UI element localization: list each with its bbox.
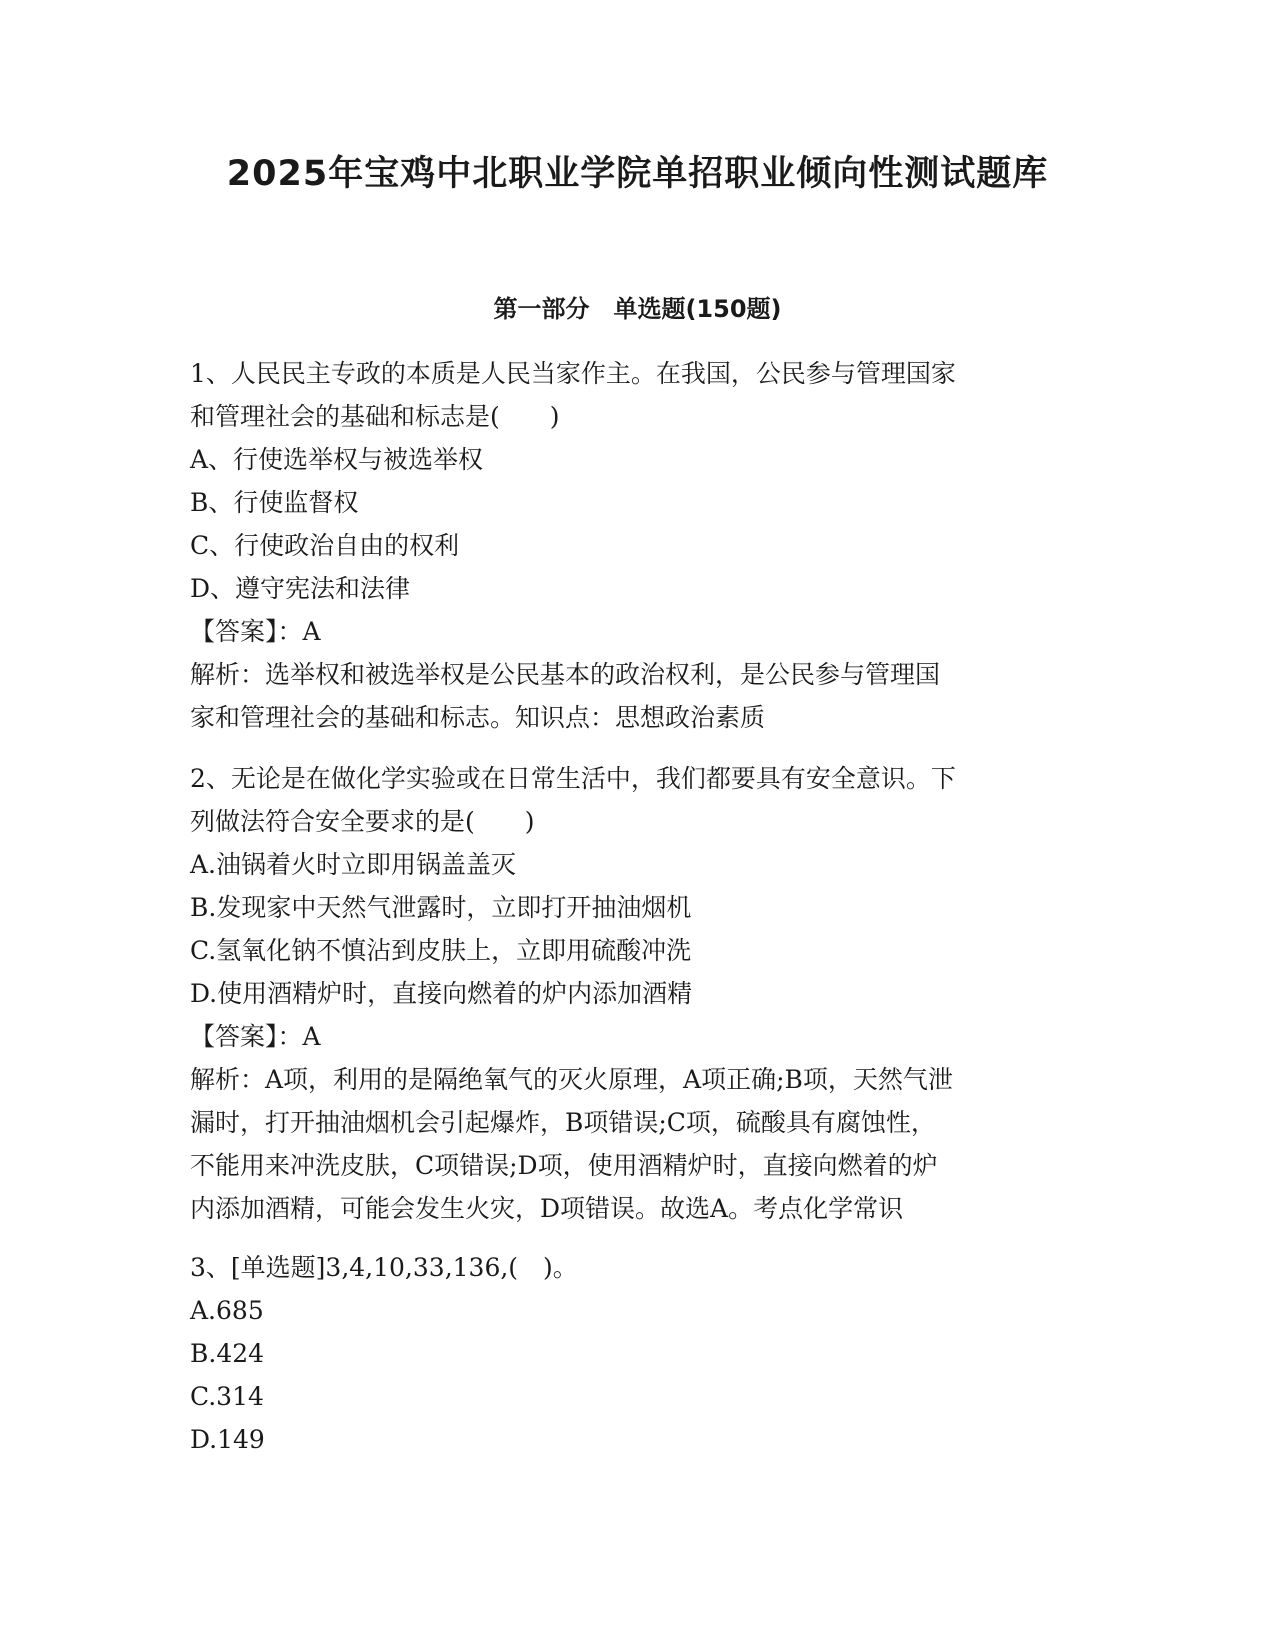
option-c: C.314 [190, 1382, 264, 1411]
question-stem-line: 3、[单选题]3,4,10,33,136,( )。 [190, 1253, 578, 1282]
question-1 [190, 352, 1090, 739]
question-stem-line: 2、无论是在做化学实验或在日常生活中，我们都要具有安全意识。下 [190, 764, 956, 793]
analysis-line: 不能用来冲洗皮肤，C项错误;D项，使用酒精炉时，直接向燃着的炉 [190, 1151, 938, 1180]
answer: 【答案】：A [190, 1022, 321, 1051]
question-stem-line: 1、人民民主专政的本质是人民当家作主。在我国，公民参与管理国家 [190, 359, 956, 388]
document-title: 2025年宝鸡中北职业学院单招职业倾向性测试题库 [226, 154, 1049, 194]
analysis-line: 漏时，打开抽油烟机会引起爆炸，B项错误;C项，硫酸具有腐蚀性， [190, 1108, 936, 1137]
question-2 [190, 757, 1090, 1230]
document-body [190, 352, 1090, 1461]
question-stem-line: 和管理社会的基础和标志是( ) [190, 402, 560, 431]
answer: 【答案】：A [190, 617, 321, 646]
question-3 [190, 1246, 1090, 1461]
option-b: B.发现家中天然气泄露时，立即打开抽油烟机 [190, 893, 692, 922]
option-b: B、行使监督权 [190, 488, 359, 517]
option-b: B.424 [190, 1339, 265, 1368]
section-title: 第一部分 单选题(150题) [493, 295, 782, 323]
question-spacer [190, 739, 1090, 757]
option-d: D.使用酒精炉时，直接向燃着的炉内添加酒精 [190, 979, 693, 1008]
option-d: D.149 [190, 1425, 265, 1454]
analysis-line: 解析：A项，利用的是隔绝氧气的灭火原理，A项正确;B项，天然气泄 [190, 1065, 953, 1094]
question-stem-line: 列做法符合安全要求的是( ) [190, 807, 535, 836]
option-c: C.氢氧化钠不慎沾到皮肤上，立即用硫酸冲洗 [190, 936, 692, 965]
option-a: A.685 [190, 1296, 264, 1325]
option-d: D、遵守宪法和法律 [190, 574, 411, 603]
option-c: C、行使政治自由的权利 [190, 531, 460, 560]
option-a: A.油锅着火时立即用锅盖盖灭 [190, 850, 517, 879]
analysis-line: 解析：选举权和被选举权是公民基本的政治权利，是公民参与管理国 [190, 660, 941, 689]
analysis-line: 内添加酒精，可能会发生火灾，D项错误。故选A。考点化学常识 [190, 1194, 904, 1223]
option-a: A、行使选举权与被选举权 [190, 445, 484, 474]
question-spacer [190, 1230, 1090, 1246]
analysis-line: 家和管理社会的基础和标志。知识点：思想政治素质 [190, 703, 766, 732]
